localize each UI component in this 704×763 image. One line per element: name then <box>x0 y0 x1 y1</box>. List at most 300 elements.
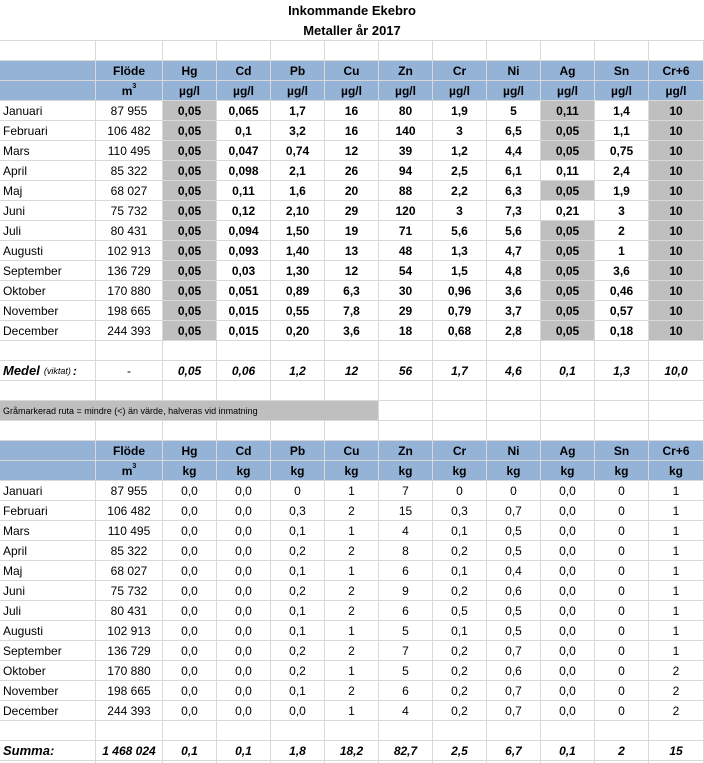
column-unit[interactable]: kg <box>614 463 629 478</box>
data-cell[interactable]: 0,047 <box>228 143 259 158</box>
data-cell[interactable]: 5 <box>402 663 409 678</box>
summa-value[interactable]: 18,2 <box>339 743 364 758</box>
column-header[interactable]: Pb <box>289 63 306 78</box>
data-cell[interactable]: 1 <box>672 583 680 598</box>
data-cell[interactable]: 0 <box>618 503 625 518</box>
data-cell[interactable]: 1,9 <box>451 103 468 118</box>
column-unit[interactable]: µg/l <box>233 83 254 98</box>
data-cell[interactable]: 6,3 <box>505 183 522 198</box>
data-cell[interactable]: 1 <box>348 483 355 498</box>
data-cell[interactable]: 3,2 <box>289 123 306 138</box>
data-cell[interactable]: 0,11 <box>541 101 594 120</box>
data-cell[interactable]: 0,0 <box>181 523 198 538</box>
data-cell[interactable]: 1 <box>672 563 680 578</box>
data-cell[interactable]: 0,3 <box>451 503 468 518</box>
medel-value[interactable]: 56 <box>398 363 413 378</box>
data-cell[interactable]: 10 <box>649 121 703 140</box>
data-cell[interactable]: 2,8 <box>505 323 522 338</box>
data-cell[interactable]: 0,1 <box>289 563 306 578</box>
data-cell[interactable]: 6 <box>402 683 409 698</box>
data-cell[interactable]: 15 <box>398 503 413 518</box>
data-cell[interactable]: 6,3 <box>343 283 360 298</box>
data-cell[interactable]: 0,05 <box>163 201 216 220</box>
data-cell[interactable]: 0,0 <box>235 583 252 598</box>
data-cell[interactable]: 1,50 <box>285 223 310 238</box>
data-cell[interactable]: 1,9 <box>613 183 630 198</box>
data-cell[interactable]: 39 <box>398 143 413 158</box>
data-cell[interactable]: 0,0 <box>181 483 198 498</box>
data-cell[interactable]: 2 <box>618 223 625 238</box>
data-cell[interactable]: 4,4 <box>505 143 522 158</box>
column-header[interactable]: Flöde <box>113 443 145 458</box>
data-cell[interactable]: 0,0 <box>235 643 252 658</box>
column-unit[interactable]: kg <box>560 463 575 478</box>
data-cell[interactable]: 1 <box>348 703 355 718</box>
data-cell[interactable]: 1 <box>348 623 355 638</box>
column-header[interactable]: Cd <box>235 443 252 458</box>
data-cell[interactable]: 0,6 <box>505 583 522 598</box>
column-header[interactable]: Cr+6 <box>662 63 690 78</box>
data-cell[interactable]: 0,05 <box>163 221 216 240</box>
data-cell[interactable]: 3,6 <box>343 323 360 338</box>
data-cell[interactable]: 0,7 <box>505 643 522 658</box>
column-unit[interactable]: µg/l <box>341 83 362 98</box>
data-cell[interactable]: 0,0 <box>559 623 576 638</box>
data-cell[interactable]: 3 <box>618 203 625 218</box>
data-cell[interactable]: 0,21 <box>555 203 580 218</box>
data-cell[interactable]: 10 <box>649 281 703 300</box>
month-label[interactable]: Februari <box>3 503 48 518</box>
summa-value[interactable]: 1 468 024 <box>102 743 156 758</box>
month-label[interactable]: Oktober <box>3 663 46 678</box>
column-header[interactable]: Cr <box>452 443 467 458</box>
data-cell[interactable]: 85 322 <box>110 543 148 558</box>
data-cell[interactable]: 3,6 <box>505 283 522 298</box>
data-cell[interactable]: 10 <box>649 101 703 120</box>
data-cell[interactable]: 1 <box>348 523 355 538</box>
medel-value[interactable]: 1,7 <box>451 363 468 378</box>
summa-value[interactable]: 1,8 <box>289 743 306 758</box>
data-cell[interactable]: 3 <box>456 123 463 138</box>
data-cell[interactable]: 2,2 <box>451 183 468 198</box>
data-cell[interactable]: 106 482 <box>107 503 151 518</box>
data-cell[interactable]: 10 <box>649 241 703 260</box>
data-cell[interactable]: 2 <box>672 663 680 678</box>
data-cell[interactable]: 0,015 <box>228 323 259 338</box>
data-cell[interactable]: 1 <box>348 663 355 678</box>
data-cell[interactable]: 54 <box>398 263 413 278</box>
data-cell[interactable]: 10 <box>649 321 703 340</box>
data-cell[interactable]: 0,0 <box>235 663 252 678</box>
column-unit[interactable]: µg/l <box>503 83 524 98</box>
data-cell[interactable]: 2 <box>348 503 355 518</box>
data-cell[interactable]: 0,5 <box>505 623 522 638</box>
data-cell[interactable]: 6 <box>402 603 409 618</box>
data-cell[interactable]: 1 <box>672 483 680 498</box>
summa-value[interactable]: 2,5 <box>451 743 468 758</box>
data-cell[interactable]: 5 <box>402 623 409 638</box>
data-cell[interactable]: 0 <box>618 623 625 638</box>
data-cell[interactable]: 0,0 <box>559 483 576 498</box>
column-unit[interactable]: µg/l <box>287 83 308 98</box>
data-cell[interactable]: 80 431 <box>110 223 148 238</box>
column-header[interactable]: Cu <box>343 443 360 458</box>
data-cell[interactable]: 7 <box>402 483 409 498</box>
data-cell[interactable]: 136 729 <box>107 263 151 278</box>
data-cell[interactable]: 10 <box>649 161 703 180</box>
column-header[interactable]: Sn <box>613 63 630 78</box>
data-cell[interactable]: 0,2 <box>289 583 306 598</box>
data-cell[interactable]: 0,0 <box>559 603 576 618</box>
data-cell[interactable]: 80 431 <box>110 603 148 618</box>
data-cell[interactable]: 0,1 <box>289 603 306 618</box>
data-cell[interactable]: 0,0 <box>235 503 252 518</box>
data-cell[interactable]: 0,2 <box>451 703 468 718</box>
data-cell[interactable]: 0,1 <box>289 623 306 638</box>
data-cell[interactable]: 0,065 <box>228 103 259 118</box>
data-cell[interactable]: 10 <box>649 261 703 280</box>
data-cell[interactable]: 0,55 <box>285 303 310 318</box>
summa-value[interactable]: 0,1 <box>181 743 198 758</box>
data-cell[interactable]: 0,0 <box>181 623 198 638</box>
month-label[interactable]: Juli <box>3 223 22 238</box>
data-cell[interactable]: 0,0 <box>559 703 576 718</box>
data-cell[interactable]: 0,3 <box>289 503 306 518</box>
month-label[interactable]: Juni <box>3 203 26 218</box>
data-cell[interactable]: 0,1 <box>451 563 468 578</box>
data-cell[interactable]: 0,0 <box>559 563 576 578</box>
month-label[interactable]: November <box>3 303 59 318</box>
data-cell[interactable]: 198 665 <box>107 303 151 318</box>
unit-flow[interactable] <box>96 461 162 480</box>
data-cell[interactable]: 0,0 <box>289 703 306 718</box>
data-cell[interactable]: 0,05 <box>541 321 594 340</box>
data-cell[interactable]: 110 495 <box>107 143 151 158</box>
column-header[interactable]: Sn <box>613 443 630 458</box>
column-header[interactable]: Hg <box>181 63 198 78</box>
data-cell[interactable]: 88 <box>398 183 413 198</box>
data-cell[interactable]: 2,5 <box>451 163 468 178</box>
month-label[interactable]: Mars <box>3 143 30 158</box>
data-cell[interactable]: 0,5 <box>451 603 468 618</box>
data-cell[interactable]: 0,051 <box>228 283 259 298</box>
data-cell[interactable]: 136 729 <box>107 643 151 658</box>
unit-flow[interactable] <box>96 81 162 100</box>
data-cell[interactable]: 0,05 <box>541 261 594 280</box>
month-label[interactable]: September <box>3 643 62 658</box>
column-unit[interactable]: µg/l <box>449 83 470 98</box>
medel-value[interactable]: 1,2 <box>289 363 306 378</box>
data-cell[interactable]: 1,3 <box>451 243 468 258</box>
data-cell[interactable]: 0,0 <box>235 703 252 718</box>
data-cell[interactable]: 0,2 <box>451 683 468 698</box>
data-cell[interactable]: 10 <box>649 141 703 160</box>
data-cell[interactable]: 85 322 <box>110 163 148 178</box>
data-cell[interactable]: 0,05 <box>541 121 594 140</box>
data-cell[interactable]: 1,2 <box>451 143 468 158</box>
data-cell[interactable]: 0,0 <box>181 543 198 558</box>
data-cell[interactable]: 1,1 <box>613 123 630 138</box>
data-cell[interactable]: 0,5 <box>505 603 522 618</box>
column-header[interactable]: Ag <box>559 63 576 78</box>
data-cell[interactable]: 0,1 <box>289 683 306 698</box>
data-cell[interactable]: 0 <box>618 523 625 538</box>
data-cell[interactable]: 0,05 <box>541 221 594 240</box>
data-cell[interactable]: 16 <box>344 123 359 138</box>
data-cell[interactable]: 5,6 <box>451 223 468 238</box>
data-cell[interactable]: 0,015 <box>228 303 259 318</box>
data-cell[interactable]: 0 <box>618 683 625 698</box>
data-cell[interactable]: 0,0 <box>235 523 252 538</box>
data-cell[interactable]: 7,3 <box>505 203 522 218</box>
column-unit[interactable]: µg/l <box>557 83 578 98</box>
data-cell[interactable]: 0,05 <box>163 301 216 320</box>
data-cell[interactable]: 2 <box>348 583 355 598</box>
data-cell[interactable]: 0,0 <box>559 543 576 558</box>
data-cell[interactable]: 0,0 <box>181 703 198 718</box>
data-cell[interactable]: 12 <box>344 143 359 158</box>
data-cell[interactable]: 0,11 <box>556 163 579 178</box>
data-cell[interactable]: 2,1 <box>289 163 306 178</box>
medel-value[interactable]: 0,06 <box>231 363 256 378</box>
data-cell[interactable]: 0,05 <box>163 281 216 300</box>
medel-value[interactable]: 1,3 <box>613 363 630 378</box>
data-cell[interactable]: 0,05 <box>163 161 216 180</box>
data-cell[interactable]: 0,05 <box>163 121 216 140</box>
data-cell[interactable]: 10 <box>649 181 703 200</box>
data-cell[interactable]: 1 <box>672 643 680 658</box>
data-cell[interactable]: 0,0 <box>235 683 252 698</box>
data-cell[interactable]: 0,1 <box>451 523 468 538</box>
data-cell[interactable]: 2 <box>672 703 680 718</box>
data-cell[interactable]: 10 <box>649 201 703 220</box>
column-unit[interactable]: kg <box>236 463 251 478</box>
data-cell[interactable]: 6 <box>402 563 409 578</box>
data-cell[interactable]: 2,4 <box>613 163 630 178</box>
data-cell[interactable]: 71 <box>398 223 413 238</box>
column-header[interactable]: Zn <box>398 63 413 78</box>
data-cell[interactable]: 1 <box>672 543 680 558</box>
summa-value[interactable]: 6,7 <box>505 743 522 758</box>
data-cell[interactable]: 30 <box>398 283 413 298</box>
data-cell[interactable]: 0,0 <box>181 643 198 658</box>
month-label[interactable]: September <box>3 263 62 278</box>
column-header[interactable]: Cu <box>343 63 360 78</box>
month-label[interactable]: April <box>3 543 28 558</box>
data-cell[interactable]: 0,05 <box>541 241 594 260</box>
data-cell[interactable]: 2 <box>348 643 355 658</box>
data-cell[interactable]: 0,7 <box>505 703 522 718</box>
data-cell[interactable]: 9 <box>402 583 409 598</box>
data-cell[interactable]: 87 955 <box>110 103 148 118</box>
data-cell[interactable]: 0,96 <box>447 283 472 298</box>
month-label[interactable]: Mars <box>3 523 30 538</box>
data-cell[interactable]: 198 665 <box>107 683 151 698</box>
data-cell[interactable]: 0,7 <box>505 503 522 518</box>
data-cell[interactable]: 2,10 <box>285 203 310 218</box>
data-cell[interactable]: 29 <box>398 303 413 318</box>
data-cell[interactable]: 0,7 <box>505 683 522 698</box>
data-cell[interactable]: 0,46 <box>609 283 634 298</box>
data-cell[interactable]: 0,0 <box>181 663 198 678</box>
data-cell[interactable]: 0,89 <box>285 283 310 298</box>
column-unit[interactable]: µg/l <box>611 83 632 98</box>
data-cell[interactable]: 0,20 <box>285 323 310 338</box>
data-cell[interactable]: 0,0 <box>559 663 576 678</box>
month-label[interactable]: Augusti <box>3 243 44 258</box>
data-cell[interactable]: 1,7 <box>289 103 306 118</box>
data-cell[interactable]: 0,1 <box>289 523 306 538</box>
data-cell[interactable]: 0,0 <box>559 683 576 698</box>
month-label[interactable]: Januari <box>3 483 43 498</box>
data-cell[interactable]: 0,0 <box>559 503 576 518</box>
month-label[interactable]: Februari <box>3 123 48 138</box>
data-cell[interactable]: 0,05 <box>163 181 216 200</box>
data-cell[interactable]: 0,2 <box>289 543 306 558</box>
data-cell[interactable]: 0 <box>618 563 625 578</box>
column-unit[interactable]: kg <box>452 463 467 478</box>
data-cell[interactable]: 4 <box>402 523 409 538</box>
data-cell[interactable]: 8 <box>402 543 409 558</box>
data-cell[interactable]: 29 <box>344 203 359 218</box>
data-cell[interactable]: 1 <box>348 563 355 578</box>
data-cell[interactable]: 1 <box>672 603 680 618</box>
medel-value[interactable]: 12 <box>344 363 359 378</box>
data-cell[interactable]: 68 027 <box>110 183 148 198</box>
data-cell[interactable]: 4 <box>402 703 409 718</box>
data-cell[interactable]: 0,0 <box>181 683 198 698</box>
data-cell[interactable]: 0,2 <box>451 583 468 598</box>
column-unit[interactable]: kg <box>398 463 413 478</box>
data-cell[interactable]: 68 027 <box>110 563 148 578</box>
month-label[interactable]: Augusti <box>3 623 44 638</box>
data-cell[interactable]: 0,05 <box>541 281 594 300</box>
data-cell[interactable]: 0,05 <box>541 301 594 320</box>
data-cell[interactable]: 0,2 <box>451 663 468 678</box>
data-cell[interactable]: 0 <box>618 703 625 718</box>
data-cell[interactable]: 106 482 <box>107 123 151 138</box>
data-cell[interactable]: 0,2 <box>451 543 468 558</box>
medel-value[interactable]: 0,05 <box>177 363 202 378</box>
data-cell[interactable]: 4,8 <box>505 263 522 278</box>
column-header[interactable]: Zn <box>398 443 413 458</box>
data-cell[interactable]: 1,30 <box>285 263 310 278</box>
data-cell[interactable]: 1,6 <box>289 183 306 198</box>
data-cell[interactable]: 0,5 <box>505 523 522 538</box>
medel-value[interactable]: 4,6 <box>505 363 522 378</box>
data-cell[interactable]: 0 <box>618 643 625 658</box>
summa-value[interactable]: 0,1 <box>559 743 576 758</box>
data-cell[interactable]: 13 <box>344 243 359 258</box>
column-unit[interactable]: µg/l <box>665 83 687 98</box>
data-cell[interactable]: 0,094 <box>228 223 259 238</box>
month-label[interactable]: Maj <box>3 563 23 578</box>
data-cell[interactable]: 12 <box>344 263 359 278</box>
month-label[interactable]: April <box>3 163 28 178</box>
data-cell[interactable]: 0,1 <box>235 123 252 138</box>
data-cell[interactable]: 1 <box>618 243 625 258</box>
data-cell[interactable]: 10 <box>649 221 703 240</box>
summa-value[interactable]: 0,1 <box>235 743 252 758</box>
data-cell[interactable]: 0,0 <box>559 583 576 598</box>
month-label[interactable]: Januari <box>3 103 43 118</box>
column-header[interactable]: Pb <box>289 443 306 458</box>
data-cell[interactable]: 26 <box>344 163 359 178</box>
month-label[interactable]: November <box>3 683 59 698</box>
data-cell[interactable]: 0,05 <box>163 261 216 280</box>
data-cell[interactable]: 0,4 <box>505 563 522 578</box>
month-label[interactable]: Maj <box>3 183 23 198</box>
data-cell[interactable]: 0,093 <box>228 243 259 258</box>
data-cell[interactable]: 0,0 <box>181 563 198 578</box>
data-cell[interactable]: 18 <box>398 323 413 338</box>
data-cell[interactable]: 3,7 <box>505 303 522 318</box>
data-cell[interactable]: 20 <box>344 183 359 198</box>
data-cell[interactable]: 3,6 <box>613 263 630 278</box>
column-unit[interactable]: kg <box>506 463 521 478</box>
data-cell[interactable]: 10 <box>649 301 703 320</box>
data-cell[interactable]: 120 <box>395 203 416 218</box>
data-cell[interactable]: 16 <box>344 103 359 118</box>
data-cell[interactable]: 2 <box>672 683 680 698</box>
data-cell[interactable]: 3 <box>456 203 463 218</box>
data-cell[interactable]: 0,5 <box>505 543 522 558</box>
data-cell[interactable]: 0 <box>618 543 625 558</box>
data-cell[interactable]: 0,0 <box>181 603 198 618</box>
data-cell[interactable]: 75 732 <box>110 583 148 598</box>
month-label[interactable]: December <box>3 323 59 338</box>
data-cell[interactable]: 0,6 <box>505 663 522 678</box>
column-header[interactable]: Flöde <box>113 63 145 78</box>
data-cell[interactable]: 0,05 <box>541 181 594 200</box>
data-cell[interactable]: 0 <box>618 483 625 498</box>
data-cell[interactable]: 0,68 <box>447 323 472 338</box>
data-cell[interactable]: 170 880 <box>107 663 151 678</box>
data-cell[interactable]: 110 495 <box>107 523 151 538</box>
data-cell[interactable]: 0,0 <box>559 523 576 538</box>
column-header[interactable]: Ni <box>507 443 520 458</box>
column-unit[interactable]: kg <box>344 463 359 478</box>
data-cell[interactable]: 0,0 <box>235 603 252 618</box>
data-cell[interactable]: 94 <box>398 163 413 178</box>
data-cell[interactable]: 5 <box>510 103 517 118</box>
data-cell[interactable]: 0 <box>456 483 463 498</box>
data-cell[interactable]: 244 393 <box>107 323 151 338</box>
data-cell[interactable]: 0,05 <box>541 141 594 160</box>
data-cell[interactable]: 0,0 <box>181 503 198 518</box>
data-cell[interactable]: 1,40 <box>285 243 310 258</box>
data-cell[interactable]: 2 <box>348 683 355 698</box>
data-cell[interactable]: 102 913 <box>107 243 151 258</box>
data-cell[interactable]: 0,05 <box>163 321 216 340</box>
data-cell[interactable]: 0,03 <box>231 263 256 278</box>
data-cell[interactable]: 0,57 <box>609 303 634 318</box>
data-cell[interactable]: 102 913 <box>107 623 151 638</box>
data-cell[interactable]: 2 <box>348 543 355 558</box>
column-header[interactable]: Ni <box>507 63 520 78</box>
data-cell[interactable]: 0,11 <box>232 183 255 198</box>
data-cell[interactable]: 0,0 <box>181 583 198 598</box>
data-cell[interactable]: 0,0 <box>235 483 252 498</box>
column-unit[interactable]: µg/l <box>179 83 200 98</box>
column-unit[interactable]: kg <box>668 463 683 478</box>
data-cell[interactable]: 7,8 <box>343 303 360 318</box>
data-cell[interactable]: 0,2 <box>289 663 306 678</box>
data-cell[interactable]: 1,4 <box>613 103 630 118</box>
data-cell[interactable]: 87 955 <box>110 483 148 498</box>
data-cell[interactable]: 0,098 <box>228 163 259 178</box>
summa-value[interactable]: 82,7 <box>393 743 418 758</box>
